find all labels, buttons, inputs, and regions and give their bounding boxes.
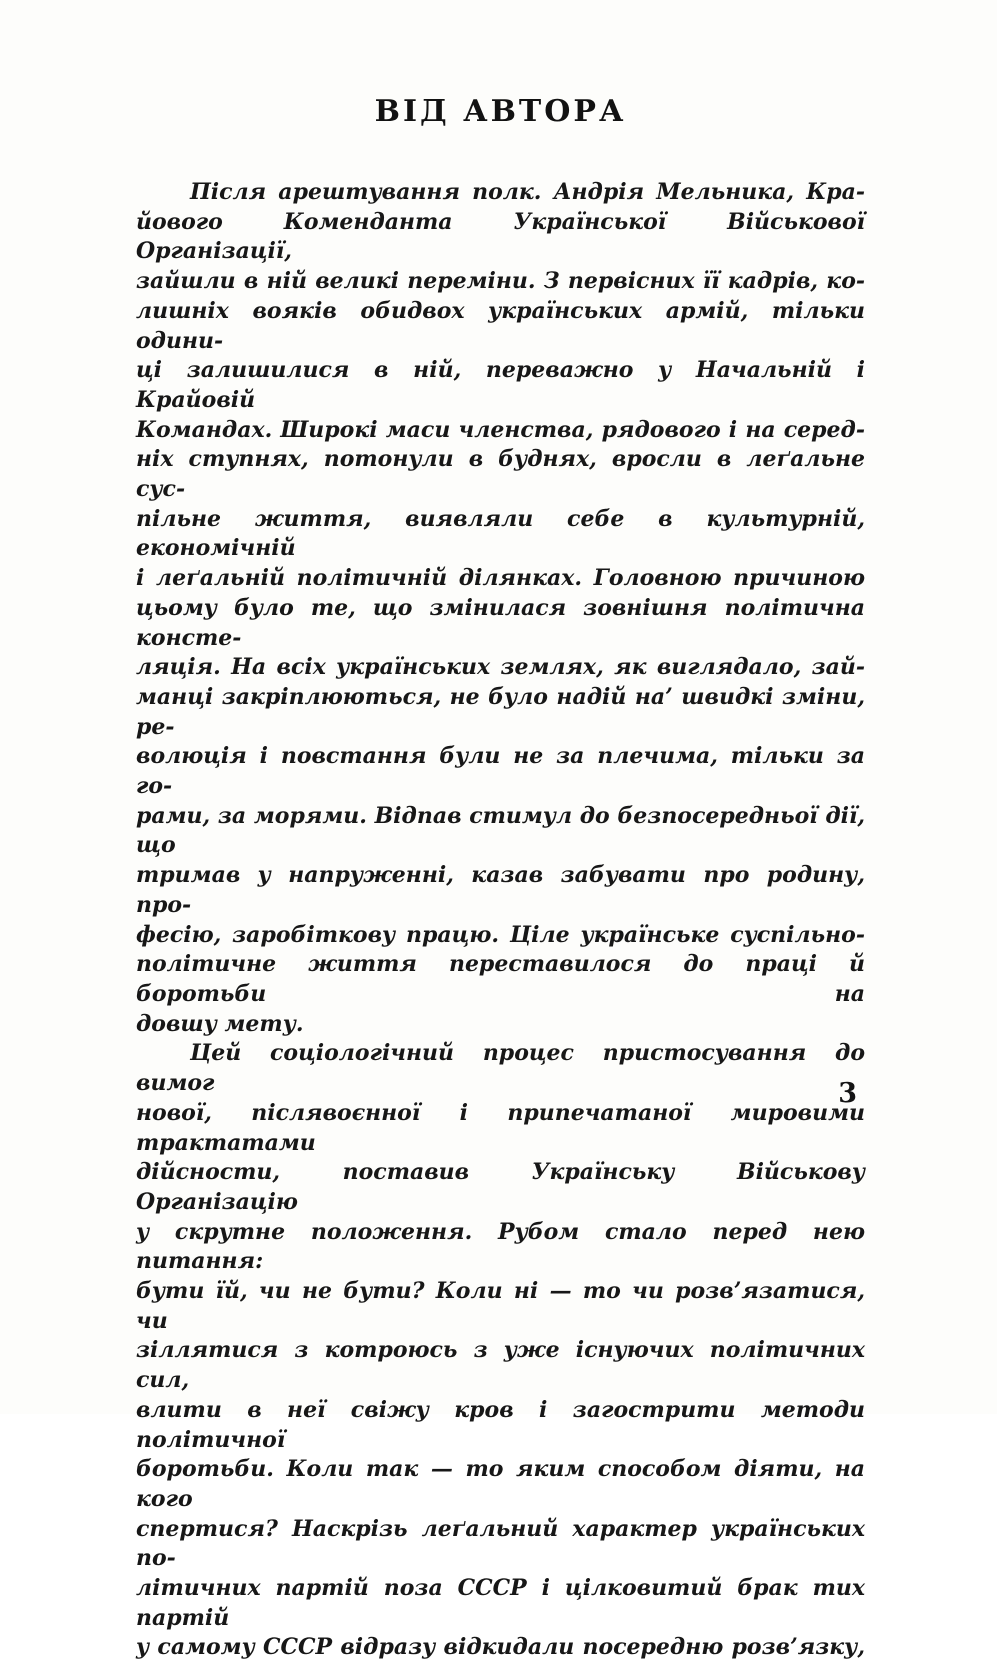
text-line: йового Коменданта Української Військової Організації,	[136, 208, 865, 265]
text-line: дійсности, поставив Українську Військову Організацію	[136, 1159, 865, 1215]
text-line: манці закріплюються, не було надій на’ швидкі зміни, ре-	[136, 683, 865, 740]
text-line: зайшли в ній великі переміни. З первісних її кадрів, ко-	[136, 268, 865, 295]
text-line: зіллятися з котроюсь з уже існуючих політичних сил,	[136, 1337, 865, 1394]
text-line: бути їй, чи не бути? Коли ні — то чи розв’язатися, чи	[136, 1278, 865, 1334]
text-line: фесію, заробіткову працю. Ціле українське суспільно-	[136, 921, 865, 948]
text-line: рами, за морями. Відпав стимул до безпосередньої дії, що	[136, 802, 865, 859]
text-line: Цей соціологічний процес пристосування до вимог	[136, 1040, 865, 1097]
text-line: у самому СССР відразу відкидали посередню розв’язку,	[136, 1634, 865, 1661]
text-line: боротьби. Коли так — то яким способом діяти, на кого	[136, 1456, 865, 1512]
text-line: тримав у напруженні, казав забувати про родину, про-	[136, 862, 865, 918]
text-line: лишніх вояків обидвох українських армій, тільки одини-	[136, 297, 865, 354]
text-line: цьому було те, що змінилася зовнішня політична консте-	[136, 594, 865, 651]
text-line: Після арештування полк. Андрія Мельника, Кра-	[190, 179, 865, 205]
text-line: політичне життя переставилося до праці й боротьби на	[136, 951, 865, 1007]
text-line: влити в неї свіжу кров і загострити методи політичної	[136, 1396, 865, 1453]
text-line: Командах. Широкі маси членства, рядового і на серед-	[136, 416, 865, 443]
text-line: ці залишилися в ній, переважно у Начальній і Крайовій	[136, 357, 865, 413]
text-line: спертися? Наскрізь леґальний характер українських по-	[136, 1515, 865, 1572]
text-line: волюція і повстання були не за плечима, тільки за го-	[136, 743, 865, 800]
text-line: ляція. На всіх українських землях, як виглядало, зай-	[136, 654, 865, 681]
text-line: довшу мету.	[136, 1010, 304, 1037]
text-line: літичних партій поза СССР і цілковитий брак тих партій	[136, 1575, 865, 1631]
text-line: нової, післявоєнної і припечатаної мировими трактатами	[136, 1099, 865, 1156]
text-line: пільне життя, виявляли себе в культурній, економічній	[136, 505, 865, 562]
page-number: 3	[838, 1078, 857, 1109]
text-line: і леґальній політичній ділянках. Головною причиною	[136, 565, 865, 592]
text-line: у скрутне положення. Рубом стало перед нею питання:	[136, 1218, 865, 1275]
body-text	[136, 178, 865, 1663]
text-line: ніх ступнях, потонули в буднях, вросли в леґальне сус-	[136, 446, 865, 503]
page-title: ВІД АВТОРА	[374, 94, 627, 129]
